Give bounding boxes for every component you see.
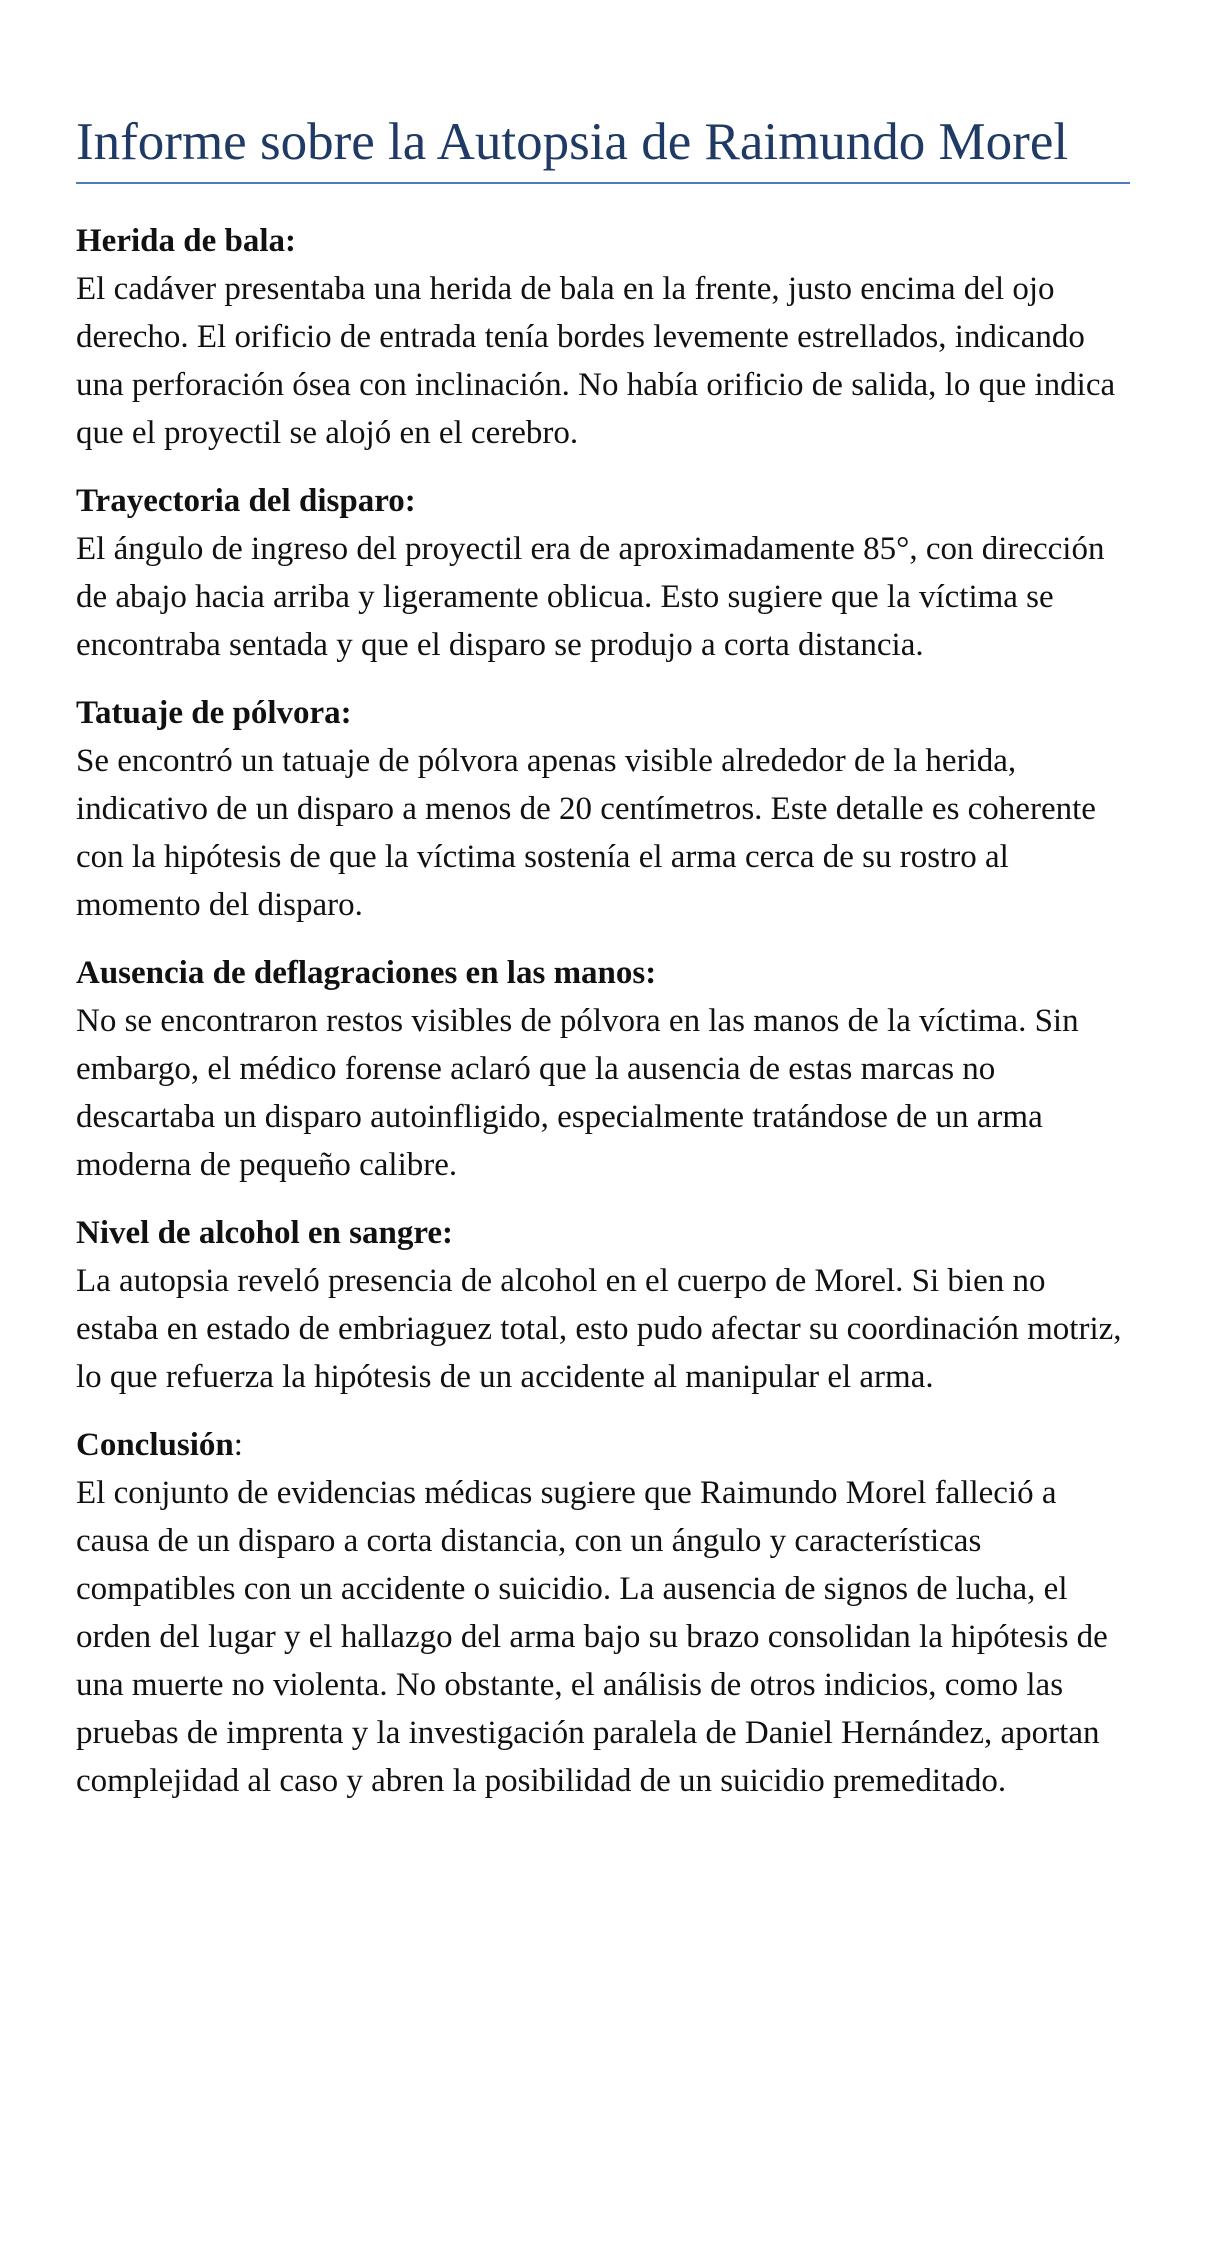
- section-body: El ángulo de ingreso del proyectil era de aproximadamente 85°, con dirección de abajo hacia arriba y ligeramente oblicua. Esto sugiere que la víctima se encontraba sentada y que el disparo se produjo a corta distancia.: [76, 531, 1105, 663]
- section-heading-conclusion: [76, 1421, 1130, 1469]
- section-herida-de-bala: [76, 217, 1130, 457]
- section-heading: Trayectoria del disparo:: [76, 483, 416, 519]
- section-heading: Nivel de alcohol en sangre:: [76, 1215, 454, 1251]
- section-body: Se encontró un tatuaje de pólvora apenas visible alrededor de la herida, indicativo de un disparo a menos de 20 centímetros. Este detalle es coherente con la hipótesis de que la víctima sostenía el arma cerca de su rostro al momento del disparo.: [76, 743, 1096, 923]
- section-body: El conjunto de evidencias médicas sugiere que Raimundo Morel falleció a causa de un disparo a corta distancia, con un ángulo y características compatibles con un accidente o suicidio. La ausencia de signos de lucha, el orden del lugar y el hallazgo del arma bajo su brazo consolidan la hipótesis de una muerte no violenta. No obstante, el análisis de otros indicios, como las pruebas de imprenta y la investigación paralela de Daniel Hernández, aportan complejidad al caso y abren la posibilidad de un suicidio premeditado.: [76, 1475, 1108, 1799]
- section-trayectoria-del-disparo: [76, 477, 1130, 669]
- section-ausencia-de-deflagraciones: [76, 949, 1130, 1189]
- section-conclusion: [76, 1421, 1130, 1805]
- section-heading: Herida de bala:: [76, 223, 296, 259]
- section-body: La autopsia reveló presencia de alcohol en el cuerpo de Morel. Si bien no estaba en estado de embriaguez total, esto pudo afectar su coordinación motriz, lo que refuerza la hipótesis de un accidente al manipular el arma.: [76, 1263, 1122, 1395]
- section-tatuaje-de-polvora: [76, 689, 1130, 929]
- conclusion-heading-text: Conclusión: [76, 1427, 234, 1463]
- conclusion-heading-colon: :: [233, 1427, 243, 1463]
- section-heading: Ausencia de deflagraciones en las manos:: [76, 955, 657, 991]
- section-body: El cadáver presentaba una herida de bala en la frente, justo encima del ojo derecho. El orificio de entrada tenía bordes levemente estrellados, indicando una perforación ósea con inclinación. No había orificio de salida, lo que indica que el proyectil se alojó en el cerebro.: [76, 271, 1116, 451]
- section-heading: Tatuaje de pólvora:: [76, 695, 352, 731]
- title-divider: [76, 182, 1130, 184]
- document-page: [76, 108, 1130, 1825]
- document-title: Informe sobre la Autopsia de Raimundo Morel: [76, 113, 1069, 171]
- section-nivel-de-alcohol: [76, 1209, 1130, 1401]
- section-body: No se encontraron restos visibles de pólvora en las manos de la víctima. Sin embargo, el médico forense aclaró que la ausencia de estas marcas no descartaba un disparo autoinfligido, especialmente tratándose de un arma moderna de pequeño calibre.: [76, 1003, 1079, 1183]
